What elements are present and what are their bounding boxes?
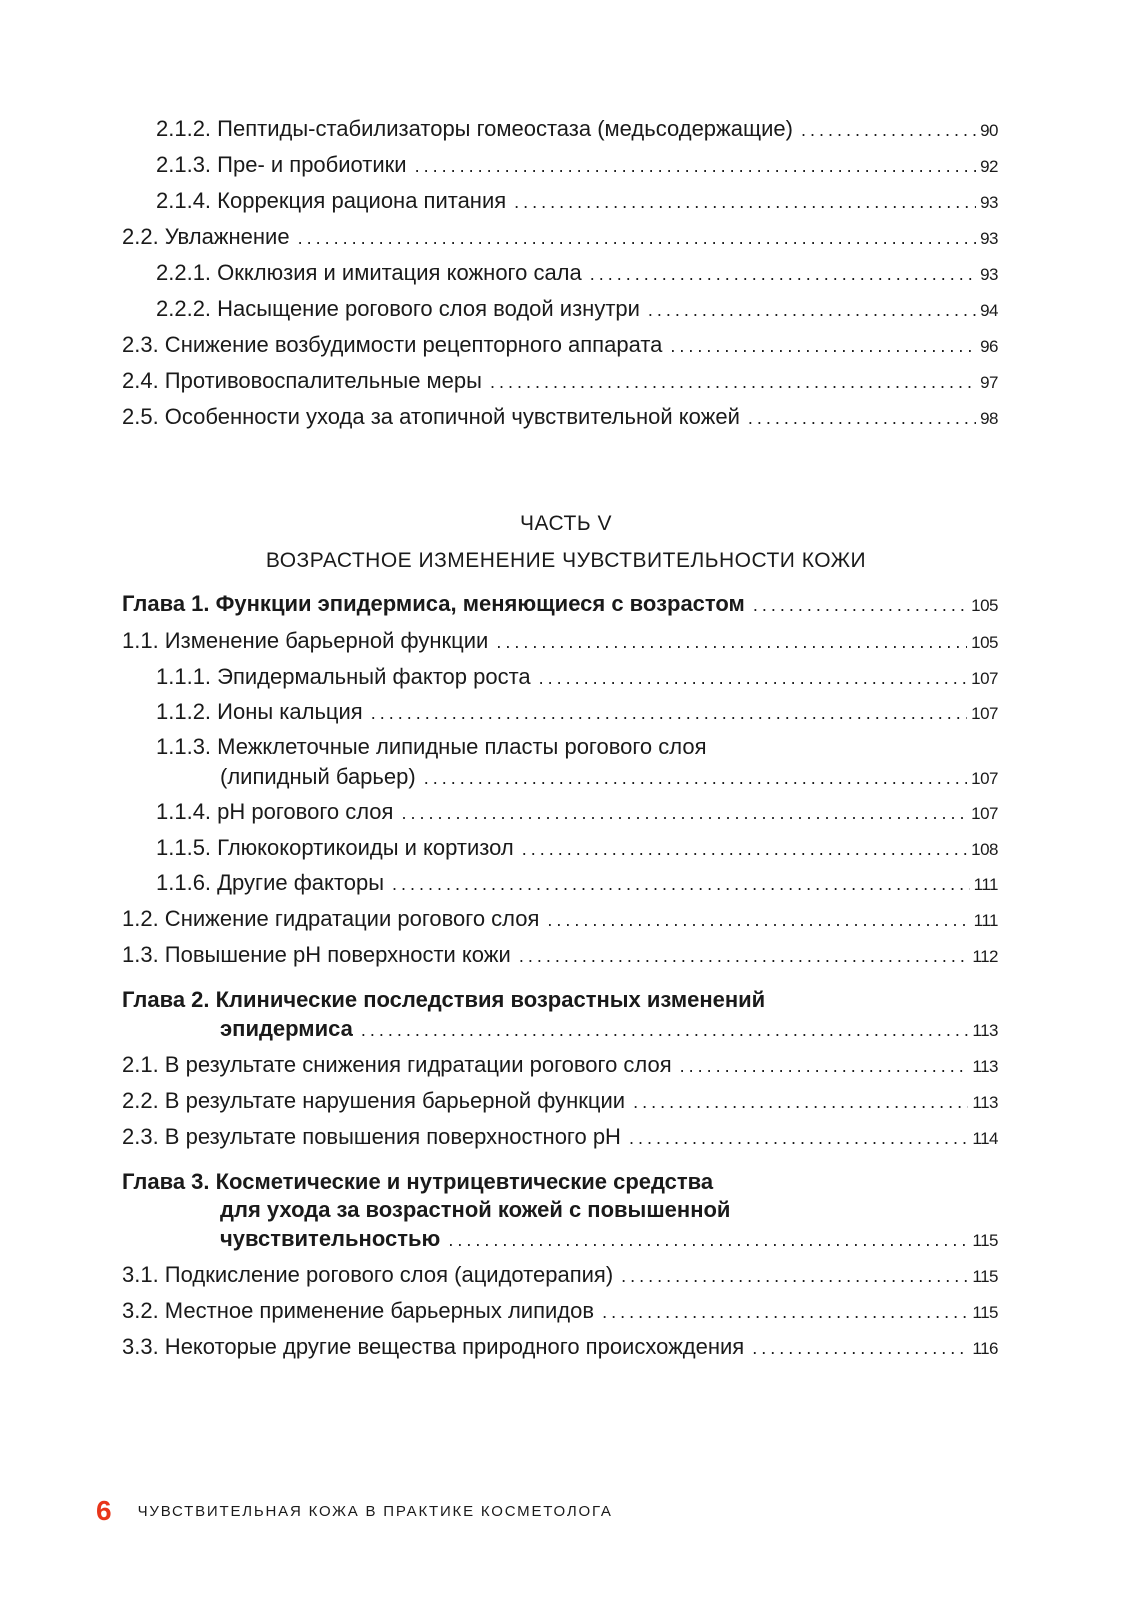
dot-leader [752, 1331, 968, 1365]
dot-leader [753, 588, 967, 622]
toc-entry-label: 2.2.1. Окклюзия и имитация кожного сала [156, 260, 582, 285]
toc-entry-label: 2.1.4. Коррекция рациона питания [156, 188, 507, 213]
toc-entry-page: 93 [980, 229, 998, 248]
dot-leader [424, 761, 967, 795]
toc-entry-label: 2.2. Увлажнение [122, 224, 290, 249]
toc-entry-page: 107 [971, 704, 998, 723]
toc-entry[interactable] [122, 938, 998, 972]
toc-entry-label: 1.1.1. Эпидермальный фактор роста [156, 664, 531, 689]
toc-entry-page: 113 [972, 1021, 998, 1040]
toc-entry[interactable] [122, 866, 998, 900]
toc-entry-page: 111 [973, 875, 998, 894]
toc-entry-label: эпидермиса [220, 1016, 353, 1041]
dot-leader [680, 1049, 969, 1083]
dot-leader [629, 1121, 968, 1155]
toc-entry-page: 93 [980, 193, 998, 212]
toc-entry[interactable] [122, 112, 998, 146]
toc-entry[interactable] [122, 1258, 998, 1292]
dot-leader [748, 401, 976, 435]
toc-entry-label: 2.5. Особенности ухода за атопичной чувствительной кожей [122, 404, 740, 429]
toc-entry-page: 108 [971, 840, 998, 859]
dot-leader [633, 1085, 968, 1119]
dot-leader [361, 1013, 969, 1047]
dot-leader [602, 1295, 968, 1329]
toc-entry-page: 113 [972, 1057, 998, 1076]
toc-entry[interactable] [122, 902, 998, 936]
toc-entry-label: 3.3. Некоторые другие вещества природного происхождения [122, 1334, 745, 1359]
part-title: ВОЗРАСТНОЕ ИЗМЕНЕНИЕ ЧУВСТВИТЕЛЬНОСТИ КОЖИ [265, 549, 867, 572]
toc-chapter-continuation[interactable] [122, 1012, 998, 1046]
toc-entry-label: 2.1. В результате снижения гидратации рогового слоя [122, 1052, 672, 1077]
toc-entry-page: 105 [971, 633, 998, 652]
toc-entry-label: 1.3. Повышение pH поверхности кожи [122, 942, 511, 967]
toc-entry-page: 115 [972, 1267, 998, 1286]
toc-entry[interactable] [122, 795, 998, 829]
toc-entry[interactable] [122, 1120, 998, 1154]
dot-leader [371, 696, 967, 730]
toc-entry-label: 2.2. В результате нарушения барьерной функции [122, 1088, 626, 1113]
toc-entry-page: 107 [971, 769, 998, 788]
toc-entry-label: 1.2. Снижение гидратации рогового слоя [122, 906, 540, 931]
toc-entry-label: 1.1.6. Другие факторы [156, 870, 385, 895]
toc-entry-label: 3.2. Местное применение барьерных липидов [122, 1298, 595, 1323]
toc-entry-page: 94 [980, 301, 998, 320]
toc-entry-page: 90 [980, 121, 998, 140]
toc-entry-page: 112 [972, 947, 998, 966]
toc-entry[interactable] [122, 695, 998, 729]
dot-leader [621, 1259, 968, 1293]
dot-leader [401, 796, 967, 830]
toc-entry-page: 98 [980, 409, 998, 428]
toc-entry-page: 107 [971, 804, 998, 823]
dot-leader [801, 113, 976, 147]
toc-entry[interactable] [122, 730, 998, 764]
toc-entry[interactable] [122, 1048, 998, 1082]
toc-entry-label: (липидный барьер) [220, 764, 416, 789]
toc-entry-page: 113 [972, 1093, 998, 1112]
toc-entry-label: 1.1. Изменение барьерной функции [122, 628, 489, 653]
toc-entry[interactable] [122, 660, 998, 694]
toc-entry[interactable] [122, 256, 998, 290]
toc-entry-page: 111 [973, 911, 998, 930]
toc-entry-label: 1.1.3. Межклеточные липидные пласты рогового слоя [156, 734, 707, 759]
toc-entry-label: 2.3. В результате повышения поверхностного pH [122, 1124, 621, 1149]
toc-entry-label: 2.3. Снижение возбудимости рецепторного аппарата [122, 332, 663, 357]
dot-leader [496, 625, 967, 659]
toc-entry[interactable] [122, 1330, 998, 1364]
toc-entry[interactable] [122, 292, 998, 326]
page-footer [96, 1496, 613, 1526]
dot-leader [392, 867, 970, 901]
toc-entry-label: 2.1.2. Пептиды-стабилизаторы гомеостаза (медьсодержащие) [156, 116, 793, 141]
dot-leader [547, 903, 969, 937]
toc-entry-page: 115 [972, 1231, 998, 1250]
dot-leader [648, 293, 976, 327]
toc-entry-label: 2.4. Противовоспалительные меры [122, 368, 482, 393]
toc-entry-label: 3.1. Подкисление рогового слоя (ацидотерапия) [122, 1262, 614, 1287]
dot-leader [670, 329, 976, 363]
toc-entry-label: для ухода за возрастной кожей с повышенной [220, 1197, 731, 1222]
toc-entry-label: 2.2.2. Насыщение рогового слоя водой изнутри [156, 296, 640, 321]
toc-chapter-continuation[interactable] [122, 1222, 998, 1256]
toc-entry-label: чувствительностью [220, 1226, 441, 1251]
toc-entry-page: 105 [971, 596, 998, 615]
toc-entry-continuation[interactable] [122, 760, 998, 794]
toc-entry-page: 115 [972, 1303, 998, 1322]
toc-entry-label: 2.1.3. Пре- и пробиотики [156, 152, 407, 177]
dot-leader [539, 661, 967, 695]
toc-entry[interactable] [122, 148, 998, 182]
toc-entry-page: 96 [980, 337, 998, 356]
toc-entry[interactable] [122, 220, 998, 254]
page-number: 6 [96, 1495, 112, 1526]
toc-entry-page: 92 [980, 157, 998, 176]
part-number: ЧАСТЬ V [520, 512, 612, 535]
toc-entry-page: 93 [980, 265, 998, 284]
toc-entry-label: 1.1.2. Ионы кальция [156, 699, 363, 724]
toc-entry[interactable] [122, 1294, 998, 1328]
dot-leader [415, 149, 976, 183]
toc-entry[interactable] [122, 1084, 998, 1118]
dot-leader [298, 221, 977, 255]
toc-entry[interactable] [122, 328, 998, 362]
dot-leader [514, 185, 976, 219]
dot-leader [522, 832, 967, 866]
dot-leader [448, 1223, 968, 1257]
toc-entry-label: Глава 3. Косметические и нутрицевтические средства [122, 1169, 714, 1194]
toc-entry-page: 97 [980, 373, 998, 392]
toc-entry[interactable] [122, 184, 998, 218]
dot-leader [490, 365, 976, 399]
toc-entry[interactable] [122, 400, 998, 434]
dot-leader [519, 939, 969, 973]
toc-entry-label: 1.1.5. Глюкокортикоиды и кортизол [156, 835, 514, 860]
toc-entry-page: 116 [972, 1339, 998, 1358]
toc-entry[interactable] [122, 364, 998, 398]
toc-entry[interactable] [122, 831, 998, 865]
dot-leader [590, 257, 976, 291]
toc-entry-label: 1.1.4. pH рогового слоя [156, 799, 394, 824]
toc-entry-page: 107 [971, 669, 998, 688]
toc-entry-label: Глава 1. Функции эпидермиса, меняющиеся с возрастом [122, 591, 745, 616]
toc-entry[interactable] [122, 624, 998, 658]
toc-entry-label: Глава 2. Клинические последствия возрастных изменений [122, 987, 766, 1012]
toc-entry-page: 114 [972, 1129, 998, 1148]
toc-chapter-entry[interactable] [122, 587, 998, 621]
running-title: ЧУВСТВИТЕЛЬНАЯ КОЖА В ПРАКТИКЕ КОСМЕТОЛОГА [137, 1502, 613, 1520]
